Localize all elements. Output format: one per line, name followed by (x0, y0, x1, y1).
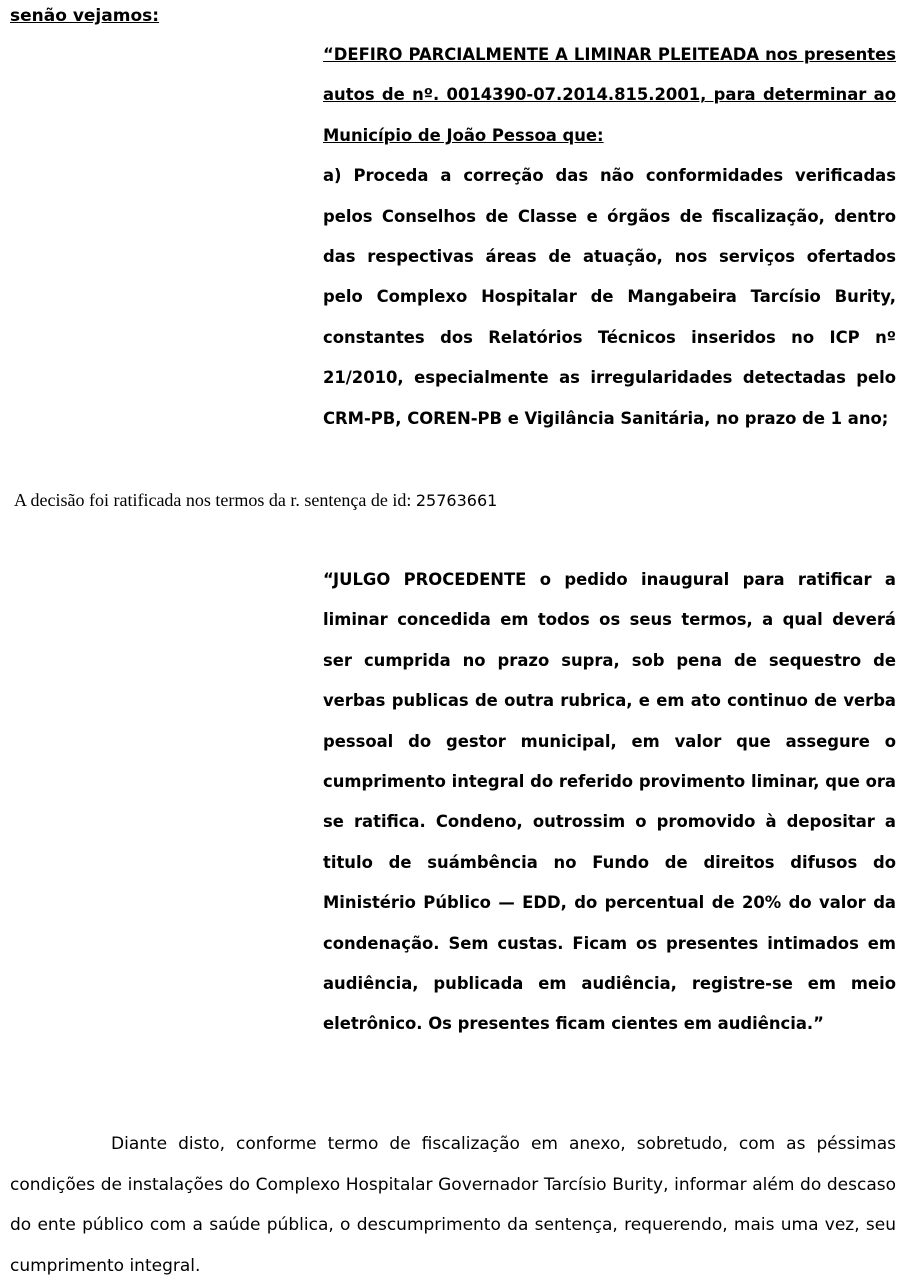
intro-text: senão vejamos: (10, 6, 160, 26)
sentence-text: “JULGO PROCEDENTE o pedido inaugural para ratificar a liminar concedida em todos os seus termos, a qual deverá ser cumprida no prazo supra, sob pena de sequestro de verbas publicas de outra rubrica, e em ato continuo de verba pessoal do gestor municipal, em valor que assegure o cumprimento integral do referido provimento liminar, que ora se ratifica. Condeno, outrossim o promovido à depositar a titulo de suámbência no Fundo de direitos difusos do Ministério Público — EDD, do percentual de 20% do valor da condenação. Sem custas. Ficam os presentes intimados em audiência, publicada em audiência, registre-se em meio eletrônico. Os presentes ficam cientes em audiência.” (323, 570, 896, 1034)
quoted-sentence (323, 560, 896, 1045)
ratification-note (14, 486, 497, 515)
closing-paragraph: Diante disto, conforme termo de fiscalização em anexo, sobretudo, com as péssimas condições de instalações do Complexo Hospitalar Governador Tarcísio Burity, informar além do descaso do ente público com a saúde pública, o descumprimento da sentença, requerendo, mais uma vez, seu cumprimento integral. (10, 1134, 896, 1276)
quoted-injunction-decision (323, 35, 896, 439)
injunction-item-a: a) Proceda a correção das não conformidades verificadas pelos Conselhos de Classe e órgãos de fiscalização, dentro das respectivas áreas de atuação, nos serviços ofertados pelo Complexo Hospitalar de Mangabeira Tarcísio Burity, constantes dos Relatórios Técnicos inseridos no ICP nº 21/2010, especialmente as irregularidades detectadas pelo CRM-PB, COREN-PB e Vigilância Sanitária, no prazo de 1 ano; (323, 166, 896, 428)
ratification-text: A decisão foi ratificada nos termos da r. sentença de id: (14, 490, 416, 510)
sentence-id: 25763661 (415, 491, 498, 510)
injunction-heading: “DEFIRO PARCIALMENTE A LIMINAR PLEITEADA nos presentes autos de nº. 0014390-07.2014.815.2001, para determinar ao Município de João Pessoa que: (323, 45, 896, 145)
